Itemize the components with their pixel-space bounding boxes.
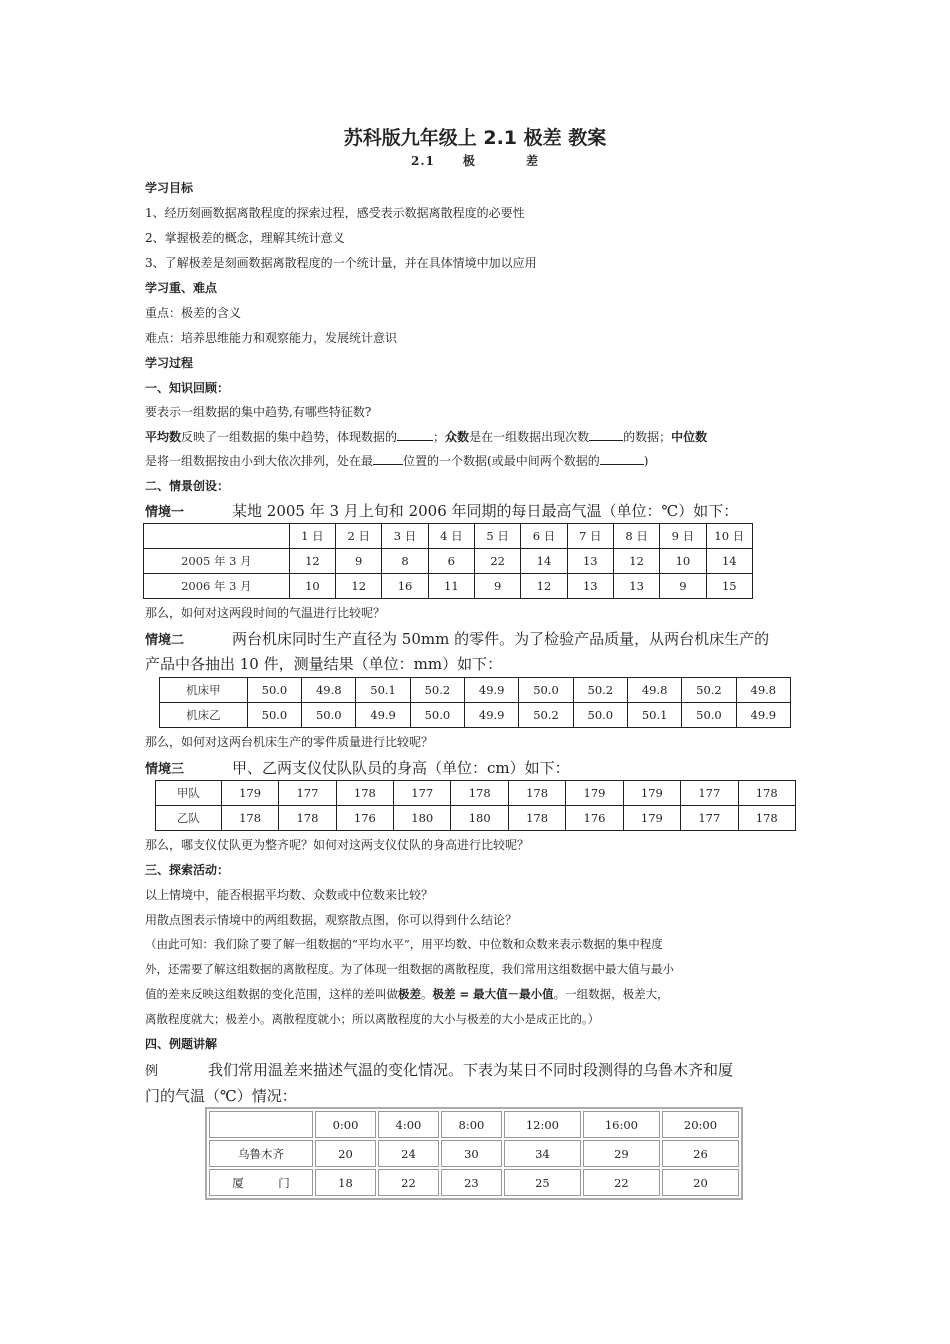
scenario-3-intro bbox=[145, 757, 810, 778]
table-row-label: 厦 门 bbox=[209, 1169, 313, 1196]
section-heading-process: 学习过程 bbox=[145, 356, 194, 370]
median-text: 是将一组数据按由小到大依次排列，处在最 bbox=[145, 454, 374, 468]
subtitle-number: 2.1 bbox=[411, 154, 435, 168]
table-row-label: 机床甲 bbox=[160, 678, 248, 703]
table-cell: 178 bbox=[221, 806, 278, 831]
table-header-cell: 3 日 bbox=[382, 524, 428, 549]
table-row bbox=[144, 574, 753, 599]
table-header-cell: 4:00 bbox=[378, 1111, 439, 1138]
table-header-cell: 5 日 bbox=[475, 524, 521, 549]
section-heading-scenario: 二、情景创设： bbox=[145, 479, 230, 493]
table-cell: 50.2 bbox=[410, 678, 464, 703]
example-text-2: 门的气温（℃）情况： bbox=[145, 1087, 297, 1105]
table-cell: 49.9 bbox=[736, 703, 790, 728]
table-header-cell: 4 日 bbox=[428, 524, 474, 549]
table-cell: 26 bbox=[662, 1140, 739, 1167]
table-cell: 14 bbox=[521, 549, 567, 574]
table-cell: 9 bbox=[336, 549, 382, 574]
section-heading-keypoints: 学习重、难点 bbox=[145, 281, 218, 295]
table-cell: 177 bbox=[681, 781, 738, 806]
table-cell: 22 bbox=[475, 549, 521, 574]
example-label: 例 bbox=[145, 1064, 159, 1079]
table-cell: 9 bbox=[660, 574, 706, 599]
table-row bbox=[209, 1140, 739, 1167]
table-cell: 30 bbox=[441, 1140, 502, 1167]
section-heading-review: 一、知识回顾： bbox=[145, 381, 230, 395]
table-cell: 178 bbox=[508, 806, 565, 831]
table-cell: 49.8 bbox=[302, 678, 356, 703]
term-mode: 众数 bbox=[445, 430, 470, 444]
table-cell: 50.0 bbox=[247, 678, 301, 703]
mean-text: 反映了一组数据的集中趋势，体现数据的 bbox=[181, 430, 398, 444]
table-cell: 15 bbox=[706, 574, 752, 599]
table-header-cell: 16:00 bbox=[583, 1111, 660, 1138]
table-cell: 13 bbox=[567, 549, 613, 574]
example-text: 我们常用温差来描述气温的变化情况。下表为某日不同时段测得的乌鲁木齐和厦 bbox=[208, 1061, 734, 1079]
table-row-label: 2006 年 3 月 bbox=[144, 574, 290, 599]
term-range: 极差 bbox=[398, 987, 421, 1001]
table-cell: 49.8 bbox=[736, 678, 790, 703]
table-cell: 50.0 bbox=[573, 703, 627, 728]
table-cell: 12 bbox=[289, 549, 335, 574]
review-question: 要表示一组数据的集中趋势,有哪些特征数? bbox=[145, 405, 372, 419]
table-header-cell: 12:00 bbox=[504, 1111, 581, 1138]
table-cell: 25 bbox=[504, 1169, 581, 1196]
mode-text: 是在一组数据出现次数 bbox=[469, 430, 590, 444]
table-cell: 178 bbox=[279, 806, 336, 831]
scenario-1-intro bbox=[145, 500, 810, 521]
key-point: 重点：极差的含义 bbox=[145, 306, 242, 320]
table-cell: 50.0 bbox=[302, 703, 356, 728]
table-cell: 11 bbox=[428, 574, 474, 599]
fill-blank[interactable] bbox=[589, 429, 623, 441]
table-header-cell: 6 日 bbox=[521, 524, 567, 549]
table-row-label: 乙队 bbox=[156, 806, 222, 831]
table-cell: 177 bbox=[394, 781, 451, 806]
explore-paragraph-line bbox=[145, 986, 810, 1002]
difficulty-point: 难点：培养思维能力和观察能力，发展统计意识 bbox=[145, 331, 398, 345]
table-cell: 50.1 bbox=[627, 703, 681, 728]
table-cell: 50.1 bbox=[356, 678, 410, 703]
table-header-cell: 8 日 bbox=[613, 524, 659, 549]
table-cell: 20 bbox=[662, 1169, 739, 1196]
table-row-label: 2005 年 3 月 bbox=[144, 549, 290, 574]
table-cell: 12 bbox=[613, 549, 659, 574]
subtitle-char-1: 极 bbox=[462, 154, 476, 168]
table-cell: 178 bbox=[738, 806, 795, 831]
table-cell: 178 bbox=[336, 781, 393, 806]
scenario-3-label: 情境三 bbox=[145, 762, 185, 777]
table-header-cell: 10 日 bbox=[706, 524, 752, 549]
table-cell: 34 bbox=[504, 1140, 581, 1167]
median-mid: 位置的一个数据(或最中间两个数据的 bbox=[403, 454, 600, 468]
table-cell: 50.2 bbox=[519, 703, 573, 728]
table-cell: 29 bbox=[583, 1140, 660, 1167]
explore-paragraph-line: 离散程度就大；极差小。离散程度就小；所以离散程度的大小与极差的大小是成正比的。） bbox=[145, 1012, 600, 1026]
temperature-table bbox=[143, 523, 753, 599]
table-cell: 177 bbox=[279, 781, 336, 806]
range-formula: 极差 = 最大值－最小值 bbox=[432, 987, 554, 1001]
scenario-2-intro bbox=[145, 628, 810, 649]
goal-item: 1、经历刻画数据离散程度的探索过程，感受表示数据离散程度的必要性 bbox=[145, 206, 525, 220]
table-header-cell: 20:00 bbox=[662, 1111, 739, 1138]
explore-paragraph-line: （由此可知：我们除了要了解一组数据的“平均水平”，用平均数、中位数和众数来表示数据的集中程度 bbox=[145, 937, 663, 951]
table-row bbox=[160, 703, 791, 728]
subtitle-char-2: 差 bbox=[525, 154, 539, 168]
section-heading-goals: 学习目标 bbox=[145, 181, 194, 195]
table-header-cell: 7 日 bbox=[567, 524, 613, 549]
table-cell: 24 bbox=[378, 1140, 439, 1167]
table-cell: 176 bbox=[336, 806, 393, 831]
table-cell: 50.0 bbox=[519, 678, 573, 703]
table-cell: 50.0 bbox=[410, 703, 464, 728]
table-header-cell: 8:00 bbox=[441, 1111, 502, 1138]
review-line-2 bbox=[145, 452, 810, 469]
table-header-cell: 2 日 bbox=[336, 524, 382, 549]
table-row bbox=[156, 781, 796, 806]
table-cell: 179 bbox=[221, 781, 278, 806]
range-intro: 值的差来反映这组数据的变化范围，这样的差叫做 bbox=[145, 987, 398, 1001]
table-cell: 10 bbox=[660, 549, 706, 574]
table-cell: 49.8 bbox=[627, 678, 681, 703]
table-cell: 176 bbox=[566, 806, 623, 831]
table-row-label: 乌鲁木齐 bbox=[209, 1140, 313, 1167]
table-cell: 179 bbox=[566, 781, 623, 806]
median-end: ) bbox=[643, 454, 649, 468]
table-cell: 179 bbox=[623, 781, 680, 806]
table-cell: 16 bbox=[382, 574, 428, 599]
table-header-cell: 0:00 bbox=[315, 1111, 376, 1138]
term-mean: 平均数 bbox=[145, 430, 182, 444]
table-corner-cell bbox=[209, 1111, 313, 1138]
height-table bbox=[155, 780, 796, 831]
scenario-1-question: 那么，如何对这两段时间的气温进行比较呢？ bbox=[145, 606, 386, 620]
scenario-2-text: 两台机床同时生产直径为 50mm 的零件。为了检验产品质量，从两台机床生产的 bbox=[232, 630, 770, 648]
table-cell: 20 bbox=[315, 1140, 376, 1167]
section-heading-explore: 三、探索活动： bbox=[145, 863, 230, 877]
table-cell: 22 bbox=[583, 1169, 660, 1196]
table-header-cell: 9 日 bbox=[660, 524, 706, 549]
table-row bbox=[160, 678, 791, 703]
fill-blank[interactable] bbox=[397, 429, 433, 441]
table-cell: 10 bbox=[289, 574, 335, 599]
machine-table bbox=[159, 677, 791, 728]
table-cell: 49.9 bbox=[465, 678, 519, 703]
table-header-cell: 1 日 bbox=[289, 524, 335, 549]
table-cell: 180 bbox=[394, 806, 451, 831]
city-temperature-table bbox=[205, 1107, 743, 1200]
scenario-3-question: 那么，哪支仪仗队更为整齐呢？如何对这两支仪仗队的身高进行比较呢？ bbox=[145, 838, 530, 852]
table-cell: 50.0 bbox=[682, 703, 736, 728]
table-row bbox=[209, 1111, 739, 1138]
table-cell: 13 bbox=[613, 574, 659, 599]
separator: ； bbox=[433, 430, 446, 444]
explore-paragraph-line: 外，还需要了解这组数据的离散程度。为了体现一组数据的离散程度，我们常用这组数据中最大值与最小 bbox=[145, 962, 674, 976]
term-median: 中位数 bbox=[671, 430, 708, 444]
table-row bbox=[144, 549, 753, 574]
explore-question-2: 用散点图表示情境中的两组数据，观察散点图，你可以得到什么结论？ bbox=[145, 913, 518, 927]
period: 。 bbox=[421, 987, 433, 1001]
page-subtitle bbox=[0, 152, 950, 169]
table-cell: 6 bbox=[428, 549, 474, 574]
range-tail: 。一组数据，极差大， bbox=[553, 987, 669, 1001]
scenario-1-text: 某地 2005 年 3 月上旬和 2006 年同期的每日最高气温（单位：℃）如下： bbox=[232, 502, 739, 520]
table-cell: 178 bbox=[451, 781, 508, 806]
table-cell: 22 bbox=[378, 1169, 439, 1196]
table-cell: 13 bbox=[567, 574, 613, 599]
table-row bbox=[209, 1169, 739, 1196]
section-heading-example: 四、例题讲解 bbox=[145, 1037, 218, 1051]
scenario-3-text: 甲、乙两支仪仗队队员的身高（单位：cm）如下： bbox=[232, 759, 570, 777]
scenario-2-text-2: 产品中各抽出 10 件，测量结果（单位：mm）如下： bbox=[145, 655, 503, 673]
table-corner-cell bbox=[144, 524, 290, 549]
explore-question-1: 以上情境中，能否根据平均数、众数或中位数来比较？ bbox=[145, 888, 434, 902]
table-cell: 179 bbox=[623, 806, 680, 831]
table-cell: 9 bbox=[475, 574, 521, 599]
table-cell: 180 bbox=[451, 806, 508, 831]
table-cell: 178 bbox=[738, 781, 795, 806]
scenario-1-label: 情境一 bbox=[145, 505, 185, 520]
fill-blank[interactable] bbox=[600, 453, 644, 465]
table-cell: 50.2 bbox=[682, 678, 736, 703]
table-cell: 49.9 bbox=[356, 703, 410, 728]
scenario-2-question: 那么，如何对这两台机床生产的零件质量进行比较呢？ bbox=[145, 735, 434, 749]
fill-blank[interactable] bbox=[373, 453, 403, 465]
mode-tail: 的数据； bbox=[623, 430, 672, 444]
table-cell: 18 bbox=[315, 1169, 376, 1196]
table-row-label: 甲队 bbox=[156, 781, 222, 806]
goal-item: 3、了解极差是刻画数据离散程度的一个统计量，并在具体情境中加以应用 bbox=[145, 256, 537, 270]
table-cell: 178 bbox=[508, 781, 565, 806]
table-row bbox=[156, 806, 796, 831]
table-cell: 8 bbox=[382, 549, 428, 574]
page-title: 苏科版九年级上 2.1 极差 教案 bbox=[343, 127, 607, 149]
table-cell: 12 bbox=[521, 574, 567, 599]
scenario-2-label: 情境二 bbox=[145, 633, 185, 648]
table-cell: 49.9 bbox=[465, 703, 519, 728]
goal-item: 2、掌握极差的概念，理解其统计意义 bbox=[145, 231, 345, 245]
table-row-label: 机床乙 bbox=[160, 703, 248, 728]
table-cell: 14 bbox=[706, 549, 752, 574]
table-cell: 23 bbox=[441, 1169, 502, 1196]
example-intro bbox=[145, 1059, 810, 1080]
table-row bbox=[144, 524, 753, 549]
table-cell: 177 bbox=[681, 806, 738, 831]
table-cell: 50.2 bbox=[573, 678, 627, 703]
table-cell: 50.0 bbox=[247, 703, 301, 728]
review-line-1 bbox=[145, 428, 810, 445]
table-cell: 12 bbox=[336, 574, 382, 599]
